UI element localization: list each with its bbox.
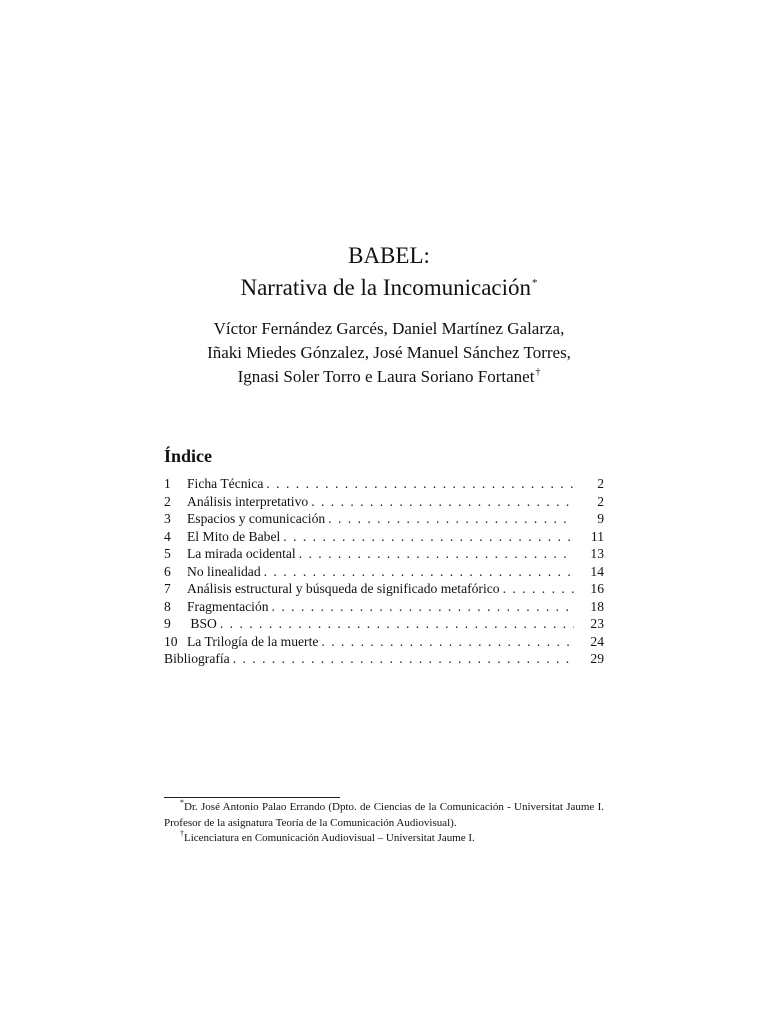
- footnote-1: [164, 800, 604, 831]
- authors-line-1: Víctor Fernández Garcés, Daniel Martínez Galarza,: [213, 319, 565, 338]
- toc-entry-number: 5: [164, 546, 171, 561]
- toc-entry-page: 18: [590, 598, 604, 614]
- authors-line-2: Iñaki Miedes Gónzalez, José Manuel Sánchez Torres,: [207, 343, 571, 362]
- toc-entry-page: 29: [590, 651, 604, 666]
- toc-entry-bibliography[interactable]: [164, 650, 604, 668]
- toc-entry-title: Análisis interpretativo: [187, 493, 309, 509]
- toc-entry[interactable]: [164, 510, 604, 528]
- authors-line-3-wrap: [0, 365, 768, 389]
- toc-entry-number: 1: [164, 476, 171, 491]
- toc-leader-dots: [283, 528, 574, 546]
- toc-leader-dots: [266, 475, 574, 493]
- toc-leader-dots: [311, 493, 574, 511]
- toc-leader-dots: [233, 650, 574, 668]
- toc-entry-number: 7: [164, 581, 171, 596]
- footnote-1-mark: *: [180, 798, 184, 807]
- toc-entry[interactable]: [164, 475, 604, 493]
- footnote-1-text: Dr. José Antonio Palao Errando (Dpto. de Ciencias de la Comunicación - Universitat Jaume I. Profesor de la asignatura Teoría de la Comunicación Audiovisual).: [164, 801, 604, 829]
- footnote-2-mark: †: [180, 829, 184, 838]
- toc-leader-dots: [299, 545, 574, 563]
- toc-entry-page: 13: [590, 546, 604, 561]
- toc-entry-title: La Trilogía de la muerte: [187, 633, 319, 649]
- authors-footnote-mark: †: [535, 367, 541, 378]
- toc-entry-title: Análisis estructural y búsqueda de significado metafórico: [187, 581, 500, 596]
- toc-entry-number: 2: [164, 493, 171, 509]
- toc-entry-title: No linealidad: [187, 563, 261, 579]
- toc-leader-dots: [503, 580, 574, 598]
- footnote-2: [164, 831, 604, 847]
- toc-entry-number: 8: [164, 598, 171, 614]
- toc-entry[interactable]: [164, 493, 604, 511]
- toc-leader-dots: [220, 615, 574, 633]
- toc-heading: Índice: [164, 446, 213, 466]
- toc-entry-title: Bibliografía: [164, 651, 230, 666]
- toc-entry-page: 14: [590, 563, 604, 579]
- toc-leader-dots: [321, 633, 574, 651]
- toc-entry-title: BSO: [187, 616, 217, 631]
- authors-block: [0, 317, 768, 389]
- toc-entry-title: Ficha Técnica: [187, 476, 264, 491]
- toc-entry[interactable]: [164, 545, 604, 563]
- toc-entry-number: 9: [164, 616, 171, 631]
- toc-entry-number: 4: [164, 528, 171, 544]
- footnote-divider: [164, 797, 340, 798]
- toc-entry[interactable]: [164, 598, 604, 616]
- toc-entry-page: 2: [597, 476, 604, 491]
- toc-entry[interactable]: [164, 528, 604, 546]
- table-of-contents: [164, 475, 604, 668]
- toc-entry-title: La mirada ocidental: [187, 546, 296, 561]
- toc-entry[interactable]: [164, 563, 604, 581]
- toc-leader-dots: [272, 598, 574, 616]
- toc-entry-number: 6: [164, 563, 171, 579]
- toc-entry-title: El Mito de Babel: [187, 528, 281, 544]
- toc-entry-page: 2: [597, 493, 604, 509]
- title-subtitle-line: [0, 272, 768, 304]
- title-subtitle: Narrativa de la Incomunicación: [240, 275, 532, 300]
- toc-leader-dots: [264, 563, 574, 581]
- toc-entry-page: 9: [597, 511, 604, 526]
- toc-entry[interactable]: [164, 633, 604, 651]
- toc-leader-dots: [328, 510, 574, 528]
- title-block: [0, 240, 768, 304]
- toc-entry-page: 11: [590, 528, 604, 544]
- toc-entry[interactable]: [164, 615, 604, 633]
- toc-entry-number: 3: [164, 511, 171, 526]
- toc-entry-page: 24: [590, 633, 604, 649]
- title-footnote-mark: *: [532, 277, 538, 289]
- footnotes: [164, 800, 604, 847]
- toc-entry-page: 23: [590, 616, 604, 631]
- toc-entry-page: 16: [590, 581, 604, 596]
- footnote-2-text: Licenciatura en Comunicación Audiovisual – Universitat Jaume I.: [184, 832, 475, 844]
- title-main: BABEL:: [348, 243, 430, 268]
- toc-entry-title: Espacios y comunicación: [187, 511, 326, 526]
- authors-line-3: Ignasi Soler Torro e Laura Soriano Fortanet: [237, 367, 535, 386]
- toc-entry-title: Fragmentación: [187, 598, 269, 614]
- toc-entry[interactable]: [164, 580, 604, 598]
- toc-entry-number: 10: [164, 633, 178, 649]
